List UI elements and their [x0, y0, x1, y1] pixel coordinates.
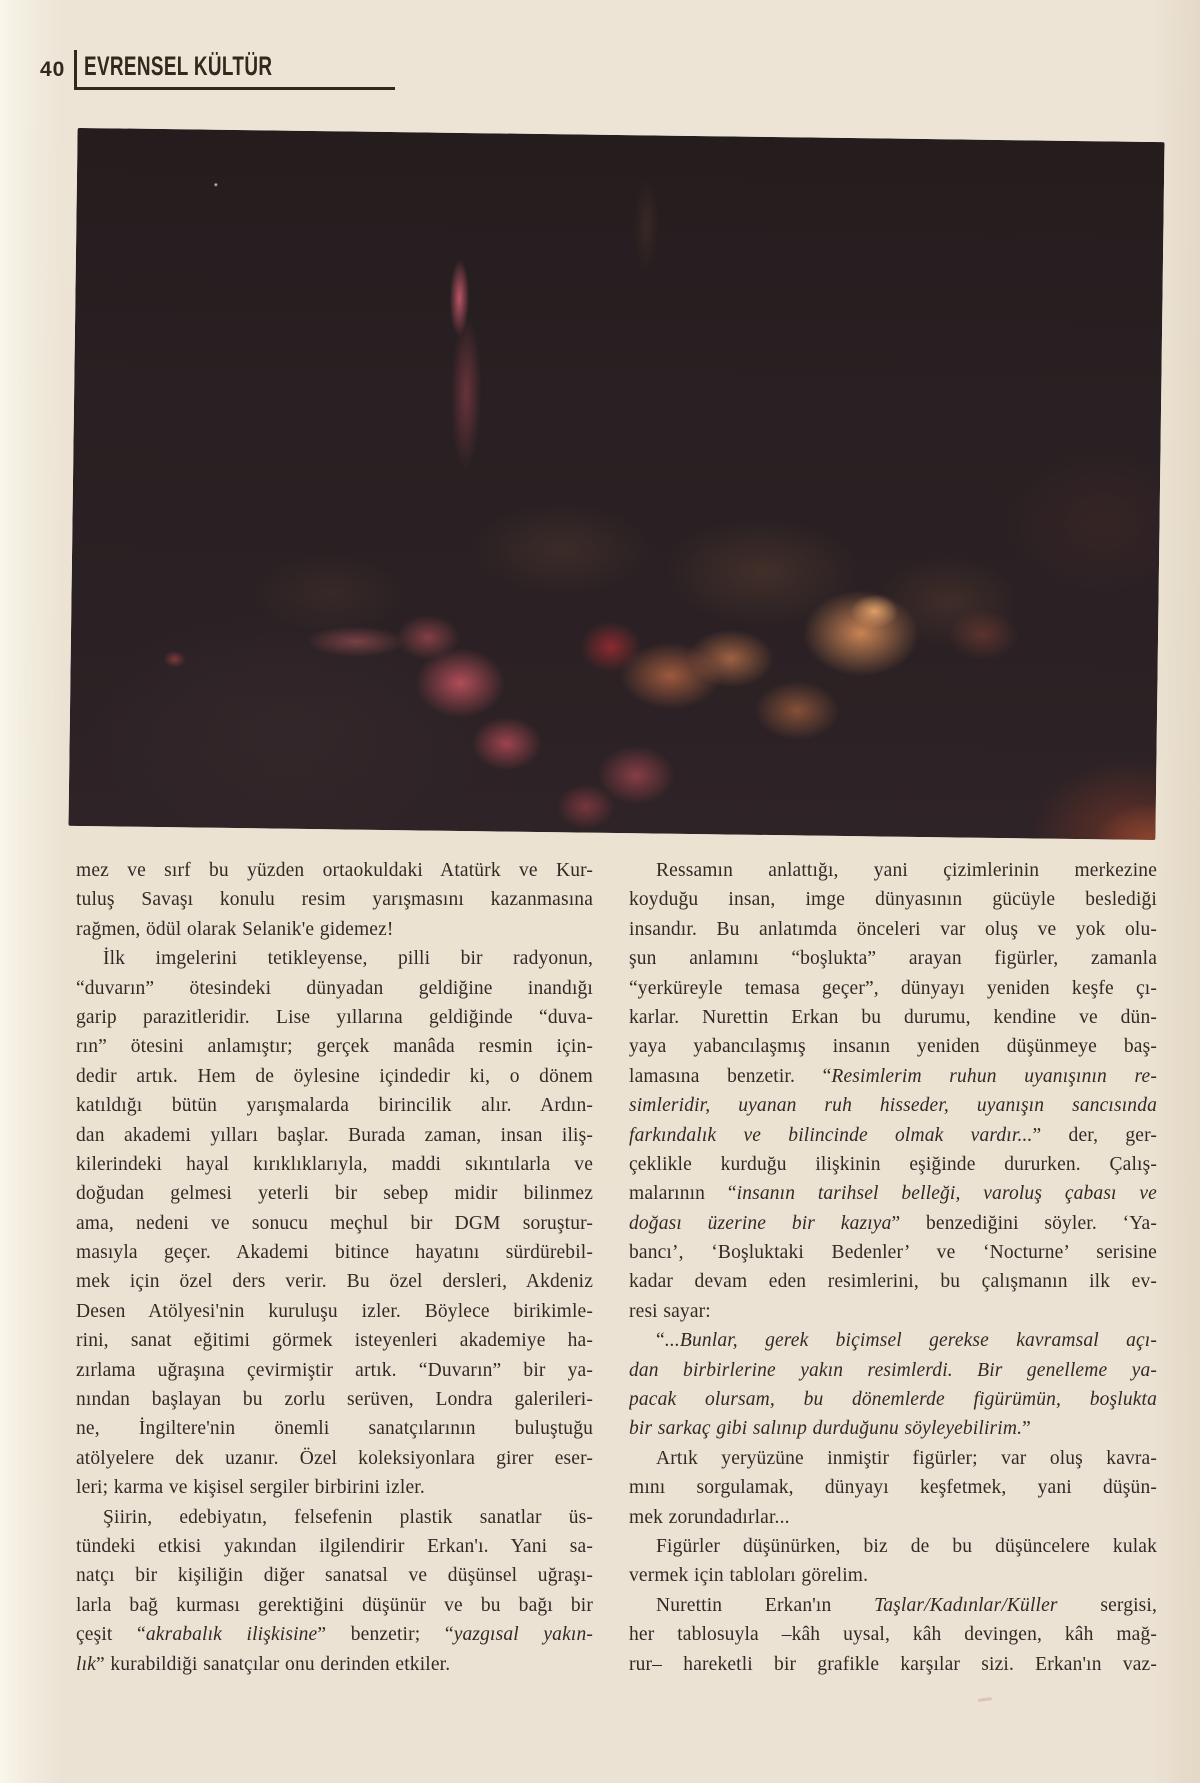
text-line: rağmen, ödül olarak Selanik'e gidemez!: [76, 918, 394, 940]
text-line: koyduğu insan, imge dünyasının gücüyle beslediği: [629, 889, 1157, 911]
text-line: resi sayar:: [629, 1300, 711, 1322]
text-line: malarının “insanın tarihsel belleği, varoluş çabası ve: [629, 1183, 1157, 1205]
text-line: kadar devam eden resimlerini, bu çalışmanın ilk ev-: [629, 1271, 1157, 1293]
text-line: insandır. Bu anlatımda önceleri var oluş ve yok olu-: [629, 918, 1157, 940]
text-line: Ressamın anlattığı, yani çizimlerinin merkezine: [656, 860, 1157, 881]
text-line: karlar. Nurettin Erkan bu durumu, kendine ve dün-: [629, 1006, 1157, 1028]
text-line: mını sorgulamak, dünyayı keşfetmek, yani düşün-: [629, 1477, 1157, 1499]
text-line: rur– hareketli bir grafikle karşılar sizi. Erkan'ın vaz-: [629, 1653, 1157, 1675]
text-line: simleridir, uyanan ruh hisseder, uyanışın sancısında: [629, 1095, 1157, 1117]
text-line: natçı bir kişiliğin diğer sanatsal ve düşünsel uğraşı-: [76, 1565, 593, 1587]
text-line: Figürler düşünürken, biz de bu düşüncelere kulak: [656, 1535, 1157, 1557]
text-line: vermek için tabloları görelim.: [629, 1565, 869, 1587]
text-line: rın” ötesini anlamıştır; gerçek manâda resmin için-: [76, 1036, 593, 1058]
text-line: kilerindeki hayal kırıklıklarıyla, maddi sıkıntılarla ve: [76, 1153, 593, 1175]
text-line: leri; karma ve kişisel sergiler birbirini izler.: [76, 1477, 425, 1499]
text-line: garip parazitleridir. Lise yıllarına geldiğinde “duva-: [76, 1006, 593, 1028]
text-line: “yerküreyle temasa geçer”, dünyayı yeniden keşfe çı-: [629, 977, 1157, 999]
text-line: “...Bunlar, gerek biçimsel gerekse kavramsal açı-: [656, 1330, 1157, 1352]
text-line: farkındalık ve bilincinde olmak vardır...” der, ger-: [629, 1124, 1157, 1146]
text-line: yaya yabancılaşmış insanın yeniden düşünmeye baş-: [629, 1036, 1157, 1058]
text-line: doğudan gelmesi yeterli bir sebep midir bilinmez: [76, 1183, 593, 1205]
article-column-right: [629, 856, 1157, 1679]
text-line: atölyelere dek uzanır. Özel koleksiyonlara girer eser-: [76, 1447, 593, 1469]
text-line: dan birbirlerine yakın resimlerdi. Bir genelleme ya-: [629, 1359, 1157, 1381]
page-header: [40, 50, 395, 90]
text-line: mek zorundadırlar...: [629, 1506, 790, 1528]
text-line: pacak olursam, bu dönemlerde figürümün, boşlukta: [629, 1389, 1157, 1411]
text-line: dan akademi yılları başlar. Burada zaman, insan iliş-: [76, 1124, 593, 1146]
text-line: Desen Atölyesi'nin kuruluşu izler. Böylece birikimle-: [76, 1300, 593, 1322]
text-line: doğası üzerine bir kazıya” benzediğini söyler. ‘Ya-: [629, 1212, 1157, 1234]
text-line: ama, nedeni ve sonucu meçhul bir DGM soruştur-: [76, 1212, 593, 1234]
text-line: Şiirin, edebiyatın, felsefenin plastik sanatlar üs-: [103, 1506, 593, 1528]
text-line: tuluş Savaşı konulu resim yarışmasını kazanmasına: [76, 889, 593, 911]
text-line: bir sarkaç gibi salınıp durduğunu söyleyebilirim.”: [629, 1418, 1031, 1440]
text-line: “duvarın” ötesindeki dünyadan geldiğine inandığı: [76, 977, 593, 999]
text-line: lık” kurabildiği sanatçılar onu derinden etkiler.: [76, 1653, 451, 1675]
text-line: Artık yeryüzüne inmiştir figürler; var oluş kavra-: [656, 1447, 1157, 1469]
magazine-title: EVRENSEL KÜLTÜR: [84, 51, 273, 81]
text-line: larla bağ kurması gerektiğini düşünür ve bu bağı bir: [76, 1594, 593, 1616]
text-line: ne, İngiltere'nin önemli sanatçılarının buluştuğu: [76, 1418, 593, 1440]
text-line: Nurettin Erkan'ın Taşlar/Kadınlar/Küller sergisi,: [656, 1594, 1157, 1616]
text-line: zırlama uğraşına çevirmiştir artık. “Duvarın” bir ya-: [76, 1359, 593, 1381]
text-line: her tablosuyla –kâh uysal, kâh devingen, kâh mağ-: [629, 1624, 1157, 1646]
text-line: çeklikle kurduğu ilişkinin eşiğinde dururken. Çalış-: [629, 1153, 1157, 1175]
text-line: mez ve sırf bu yüzden ortaokuldaki Atatürk ve Kur-: [76, 860, 593, 881]
text-line: mek için özel ders verir. Bu özel dersleri, Akdeniz: [76, 1271, 593, 1293]
text-line: şun anlamını “boşlukta” arayan figürler, zamanla: [629, 948, 1157, 970]
page-number: 40: [40, 58, 66, 81]
text-line: masıyla geçer. Akademi bitince hayatını sürdürebil-: [76, 1242, 593, 1264]
artwork-image: [68, 128, 1164, 840]
text-line: rini, sanat eğitimi görmek isteyenleri akademiye ha-: [76, 1330, 593, 1352]
text-line: dedir artık. Hem de öylesine içindedir ki, o dönem: [76, 1065, 593, 1087]
text-line: İlk imgelerini tetikleyense, pilli bir radyonun,: [103, 948, 593, 970]
smudge-mark: [978, 1697, 992, 1702]
text-line: tündeki etkisi yakından ilgilendirir Erkan'ı. Yani sa-: [76, 1535, 593, 1557]
text-line: çeşit “akrabalık ilişkisine” benzetir; “yazgısal yakın-: [76, 1624, 593, 1646]
magazine-logo: [74, 50, 395, 90]
text-line: lamasına benzetir. “Resimlerim ruhun uyanışının re-: [629, 1065, 1157, 1087]
text-line: nından başlayan bu zorlu serüven, Londra galerileri-: [76, 1389, 593, 1411]
article-column-left: [76, 856, 593, 1679]
text-line: bancı’, ‘Boşluktaki Bedenler’ ve ‘Nocturne’ serisine: [629, 1242, 1157, 1264]
text-line: katıldığı bütün yarışmalarda birincilik alır. Ardın-: [76, 1095, 593, 1117]
